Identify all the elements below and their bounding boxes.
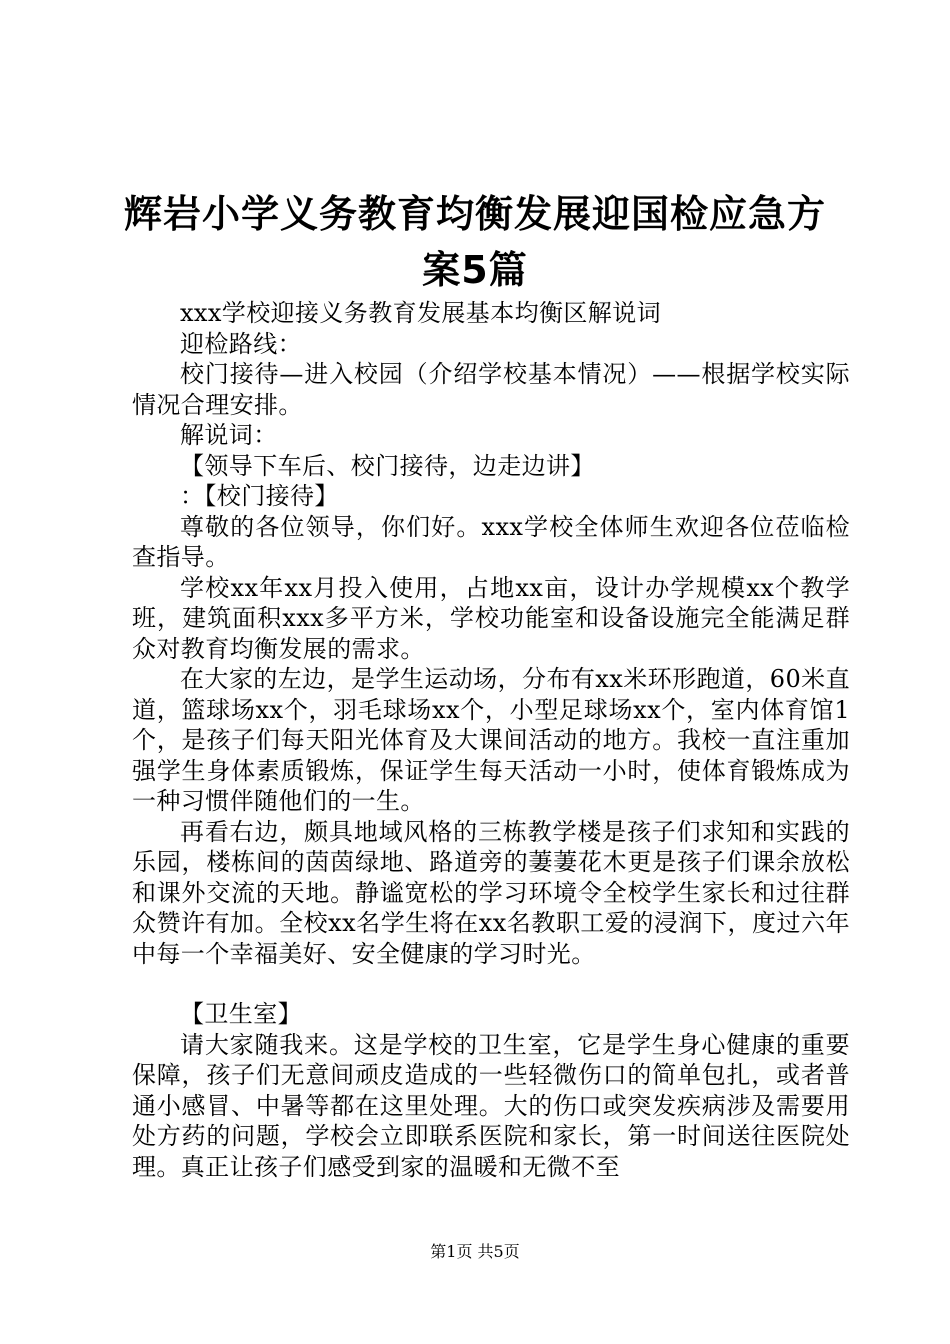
paragraph-teaching-buildings: 再看右边，颇具地域风格的三栋教学楼是孩子们求知和实践的乐园，楼栋间的茵茵绿地、路道旁的萋萋花木更是孩子们课余放松和课外交流的天地。静谧宽松的学习环境令全校学生家长和过往群众赞许有加。全校xx名学生将在xx名教职工爱的浸润下，度过六年中每一个幸福美好、安全健康的学习时光。 [132,817,850,968]
page-footer: 第1页 共5页 [430,1242,520,1261]
document-title: 辉岩小学义务教育均衡发展迎国检应急方案5篇 [123,192,826,292]
paragraph-section-clinic: 【卫生室】 [180,1000,302,1028]
paragraph-welcome: 尊敬的各位领导，你们好。xxx学校全体师生欢迎各位莅临检查指导。 [132,512,850,571]
paragraph-section-gate: ：【校门接待】 [180,482,339,510]
paragraph-school-overview: 学校xx年xx月投入使用，占地xx亩，设计办学规模xx个教学班，建筑面积xxx多平方米，学校功能室和设备设施完全能满足群众对教育均衡发展的需求。 [132,573,850,663]
paragraph-route-label: 迎检路线： [180,329,302,358]
paragraph-route: 校门接待—进入校园（介绍学校基本情况）——根据学校实际情况合理安排。 [132,360,850,419]
paragraph-section-arrival: 【领导下车后、校门接待，边走边讲】 [180,451,595,480]
paragraph-clinic: 请大家随我来。这是学校的卫生室，它是学生身心健康的重要保障，孩子们无意间顽皮造成的一些轻微伤口的简单包扎，或者普通小感冒、中暑等都在这里处理。大的伤口或突发疾病涉及需要用处方药的问题，学校会立即联系医院和家长，第一时间送往医院处理。真正让孩子们感受到家的温暖和无微不至 [132,1030,850,1181]
paragraph-commentary-label: 解说词： [180,421,278,449]
paragraph-spacer [132,969,850,999]
paragraph-sports-field: 在大家的左边，是学生运动场，分布有xx米环形跑道，60米直道，篮球场xx个，羽毛球场xx个，小型足球场xx个，室内体育馆1个，是孩子们每天阳光体育及大课间活动的地方。我校一直注重加强学生身体素质锻炼，保证学生每天活动一小时，使体育锻炼成为一种习惯伴随他们的一生。 [132,665,850,815]
paragraph-intro: xxx学校迎接义务教育发展基本均衡区解说词 [180,299,662,327]
document-body [132,298,850,1182]
